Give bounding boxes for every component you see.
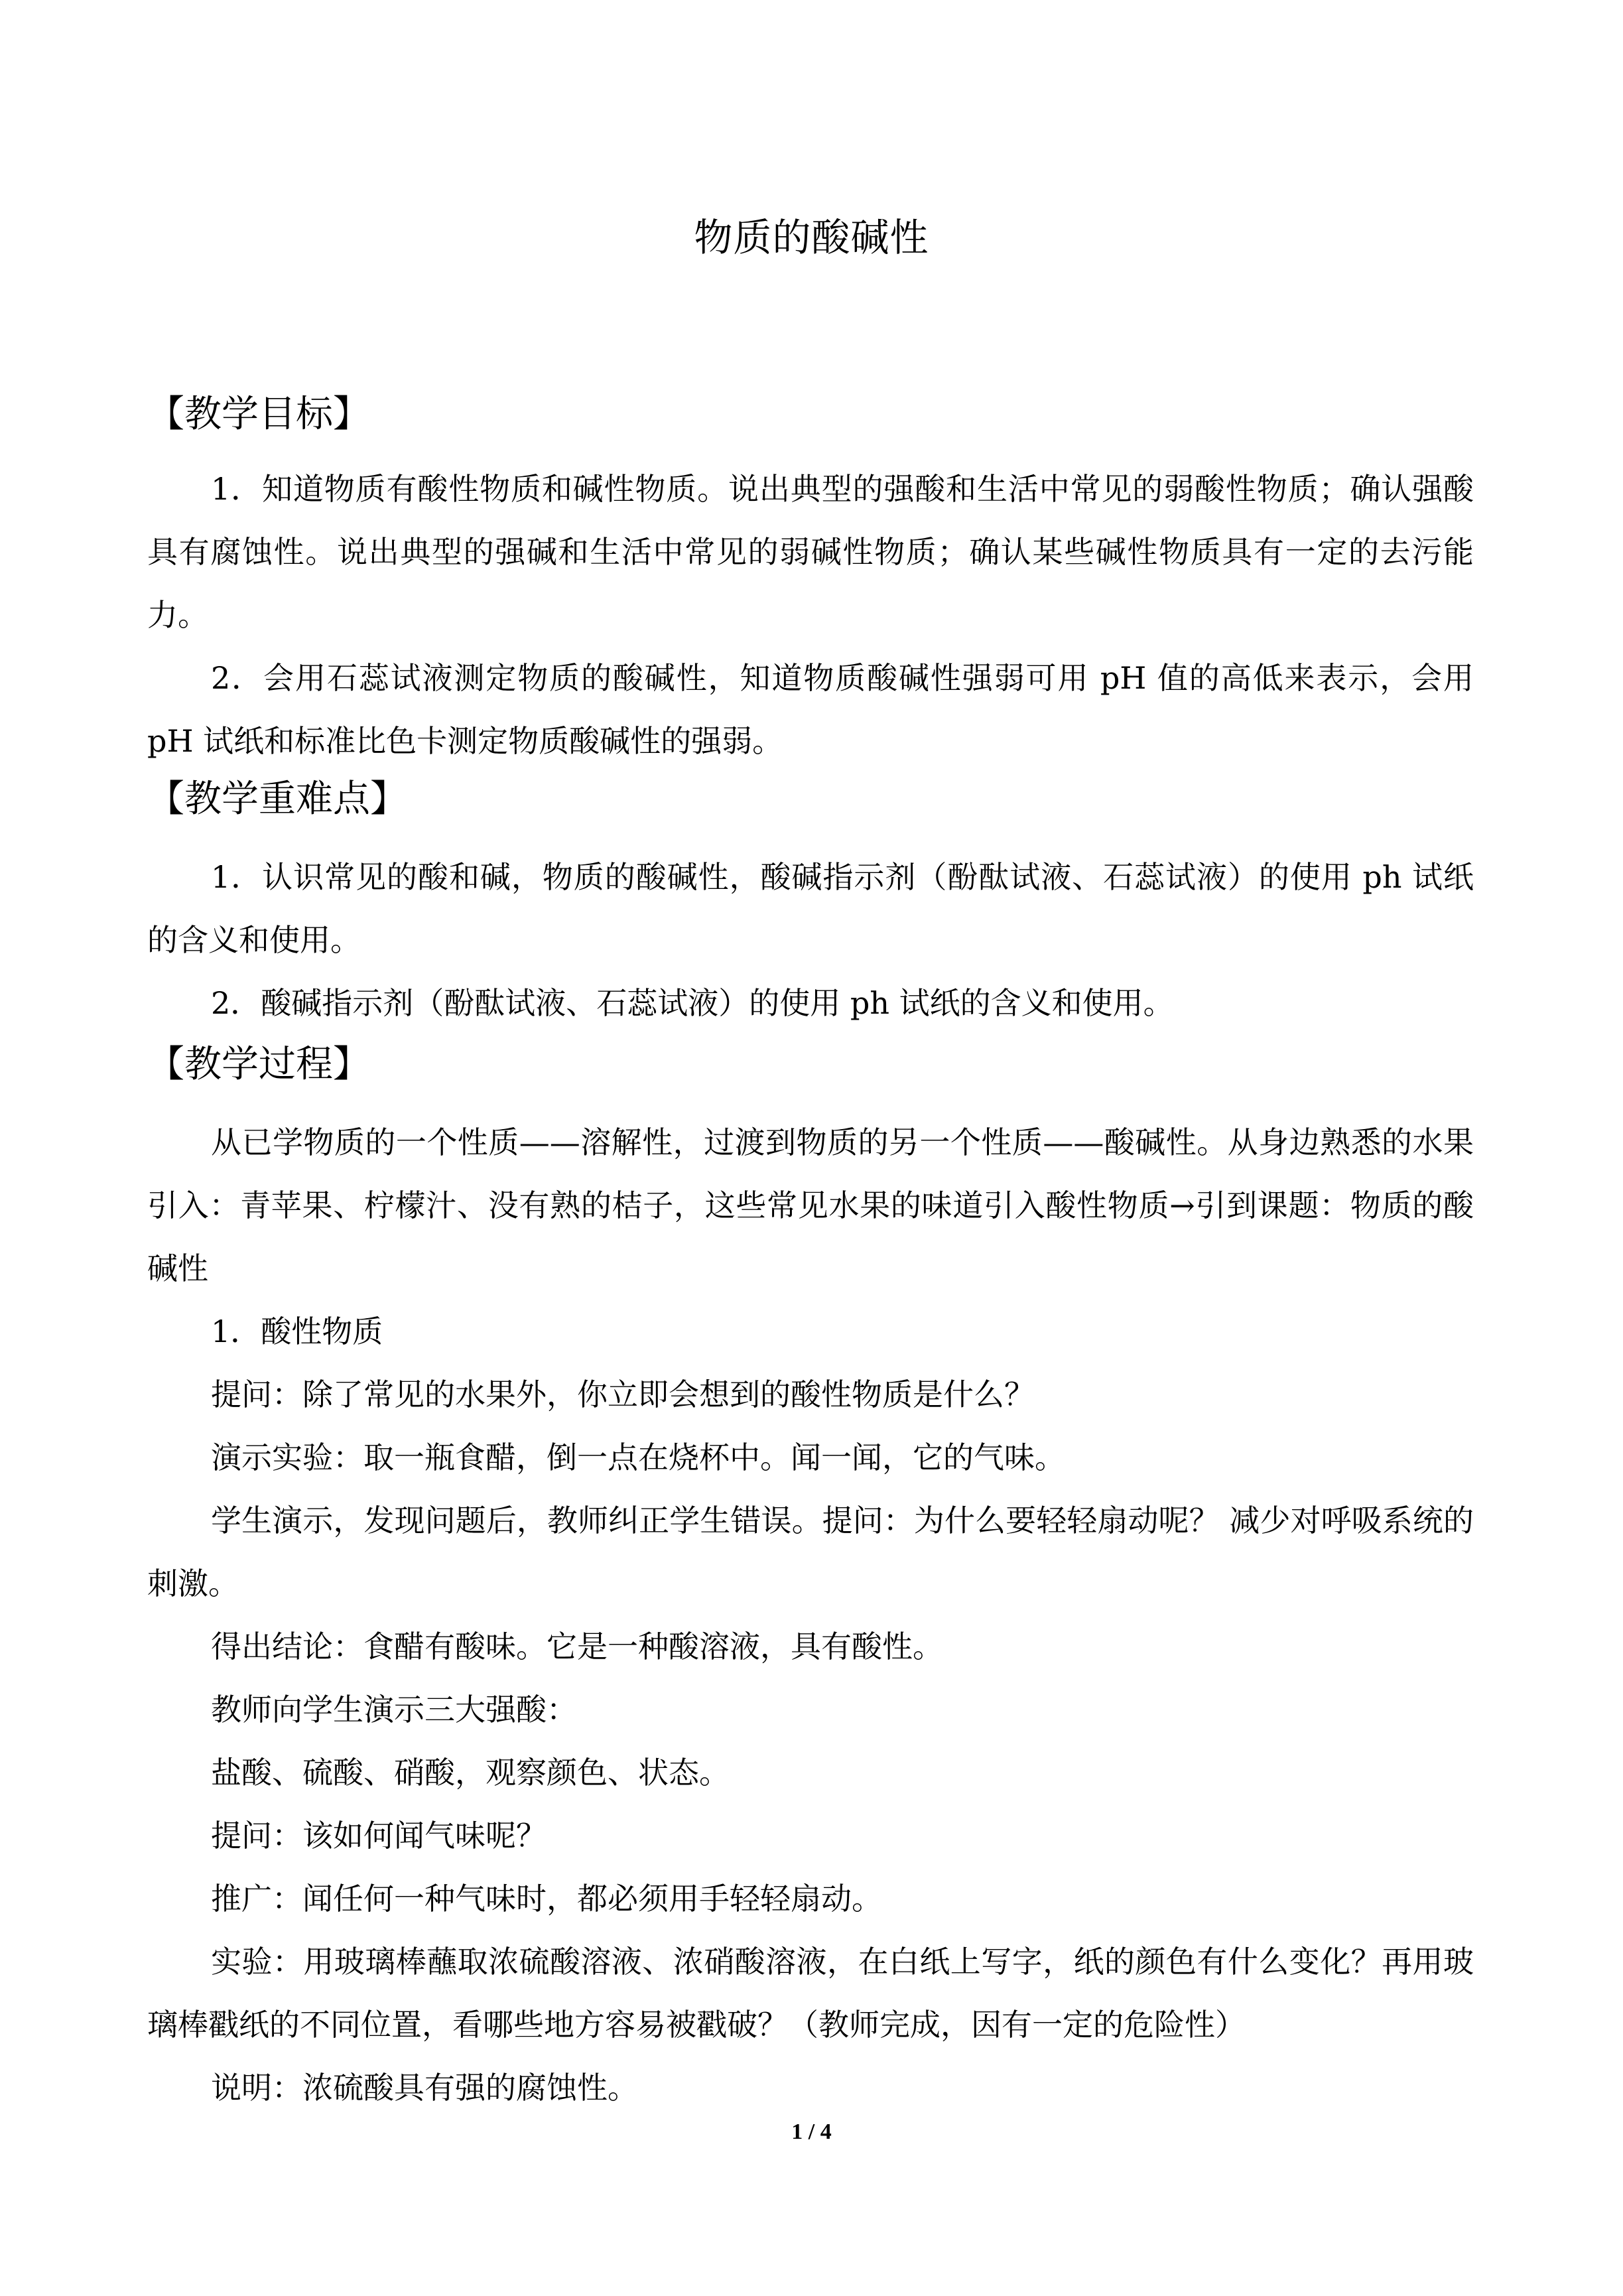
section-heading-process: 【教学过程】 [147,1043,370,1086]
paragraph-process-3: 提问：除了常见的水果外，你立即会想到的酸性物质是什么？ [211,1377,1035,1412]
paragraph-goals-2: 2．会用石蕊试液测定物质的酸碱性，知道物质酸碱性强弱可用 pH 值的高低来表示，会用 pH 试纸和标准比色卡测定物质酸碱性的强弱。 [147,660,1474,759]
paragraph-keypoints-2: 2．酸碱指示剂（酚酞试液、石蕊试液）的使用 ph 试纸的含义和使用。 [211,985,1174,1021]
paragraph-process-10: 推广：闻任何一种气味时，都必须用手轻轻扇动。 [211,1881,882,1917]
paragraph-process-2: 1．酸性物质 [211,1314,383,1349]
paragraph-process-5: 学生演示，发现问题后，教师纠正学生错误。提问：为什么要轻轻扇动呢？ 减少对呼吸系统的刺激。 [147,1503,1474,1601]
section-heading-goals: 【教学目标】 [147,393,370,436]
paragraph-keypoints-1: 1．认识常见的酸和碱，物质的酸碱性，酸碱指示剂（酚酞试液、石蕊试液）的使用 ph 试纸的含义和使用。 [147,859,1474,958]
document-title: 物质的酸碱性 [694,215,929,260]
paragraph-process-1: 从已学物质的一个性质——溶解性，过渡到物质的另一个性质——酸碱性。从身边熟悉的水果引入：青苹果、柠檬汁、没有熟的桔子，这些常见水果的味道引入酸性物质→引到课题：物质的酸碱性 [147,1124,1474,1286]
paragraph-process-9: 提问：该如何闻气味呢？ [211,1818,547,1854]
paragraph-process-8: 盐酸、硫酸、硝酸，观察颜色、状态。 [211,1755,730,1790]
paragraph-goals-1: 1．知道物质有酸性物质和碱性物质。说出典型的强酸和生活中常见的弱酸性物质；确认强酸具有腐蚀性。说出典型的强碱和生活中常见的弱碱性物质；确认某些碱性物质具有一定的去污能力。 [147,471,1474,633]
page-number: 1 / 4 [791,2120,832,2144]
section-heading-keypoints: 【教学重难点】 [147,777,407,821]
paragraph-process-7: 教师向学生演示三大强酸： [211,1692,577,1727]
paragraph-process-12: 说明：浓硫酸具有强的腐蚀性。 [211,2070,638,2106]
paragraph-process-11: 实验：用玻璃棒蘸取浓硫酸溶液、浓硝酸溶液，在白纸上写字，纸的颜色有什么变化？再用玻璃棒戳纸的不同位置，看哪些地方容易被戳破？（教师完成，因有一定的危险性） [147,1944,1474,2043]
paragraph-process-4: 演示实验：取一瓶食醋，倒一点在烧杯中。闻一闻，它的气味。 [211,1440,1065,1475]
paragraph-process-6: 得出结论：食醋有酸味。它是一种酸溶液，具有酸性。 [211,1629,943,1664]
